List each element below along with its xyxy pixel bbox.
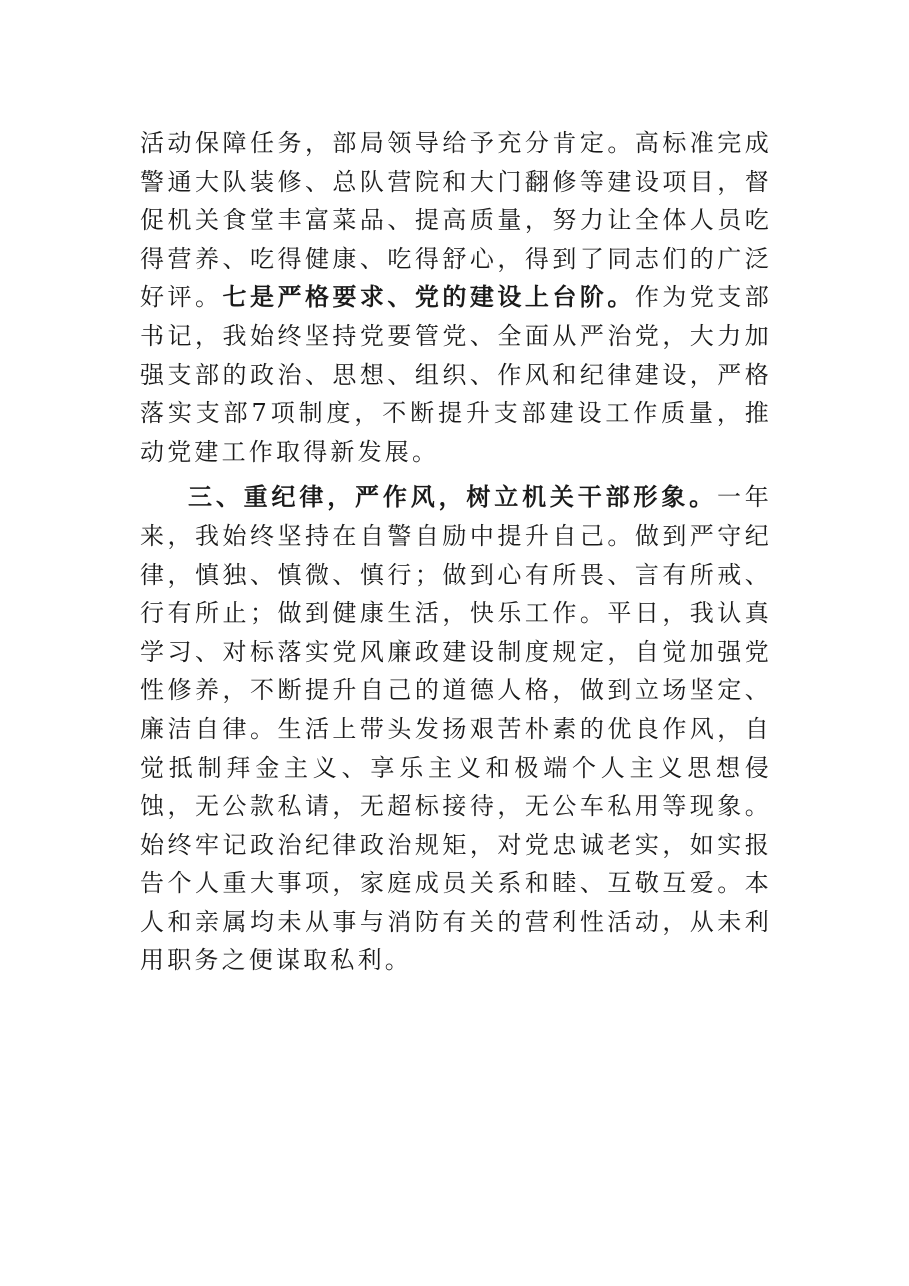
paragraph-2	[140, 478, 772, 980]
section-heading-seven: 七是严格要求、党的建设上台阶。	[222, 282, 635, 312]
paragraph-1	[140, 124, 772, 471]
section-heading-three: 三、重纪律，严作风，树立机关干部形象。	[188, 482, 717, 512]
paragraph-2-text: 一年来，我始终坚持在自警自励中提升自己。做到严守纪律，慎独、慎微、慎行；做到心有所畏、言有所戒、行有所止；做到健康生活，快乐工作。平日，我认真学习、对标落实党风廉政建设制度规定，自觉加强党性修养，不断提升自己的道德人格，做到立场坚定、廉洁自律。生活上带头发扬艰苦朴素的优良作风，自觉抵制拜金主义、享乐主义和极端个人主义思想侵蚀，无公款私请，无超标接待，无公车私用等现象。始终牢记政治纪律政治规矩，对党忠诚老实，如实报告个人重大事项，家庭成员关系和睦、互敬互爱。本人和亲属均未从事与消防有关的营利性活动，从未利用职务之便谋取私利。	[140, 483, 772, 975]
paragraph-1-continuation: 作为党支部书记，我始终坚持党要管党、全面从严治党，大力加强支部的政治、思想、组织、作风和纪律建设，严格落实支部7项制度，不断提升支部建设工作质量，推动党建工作取得新发展。	[140, 283, 773, 466]
document-body	[140, 124, 772, 980]
paragraph-1-text: 活动保障任务，部局领导给予充分肯定。高标准完成警通大队装修、总队营院和大门翻修等建设项目，督促机关食堂丰富菜品、提高质量，努力让全体人员吃得营养、吃得健康、吃得舒心，得到了同志们的广泛好评。	[140, 129, 772, 312]
